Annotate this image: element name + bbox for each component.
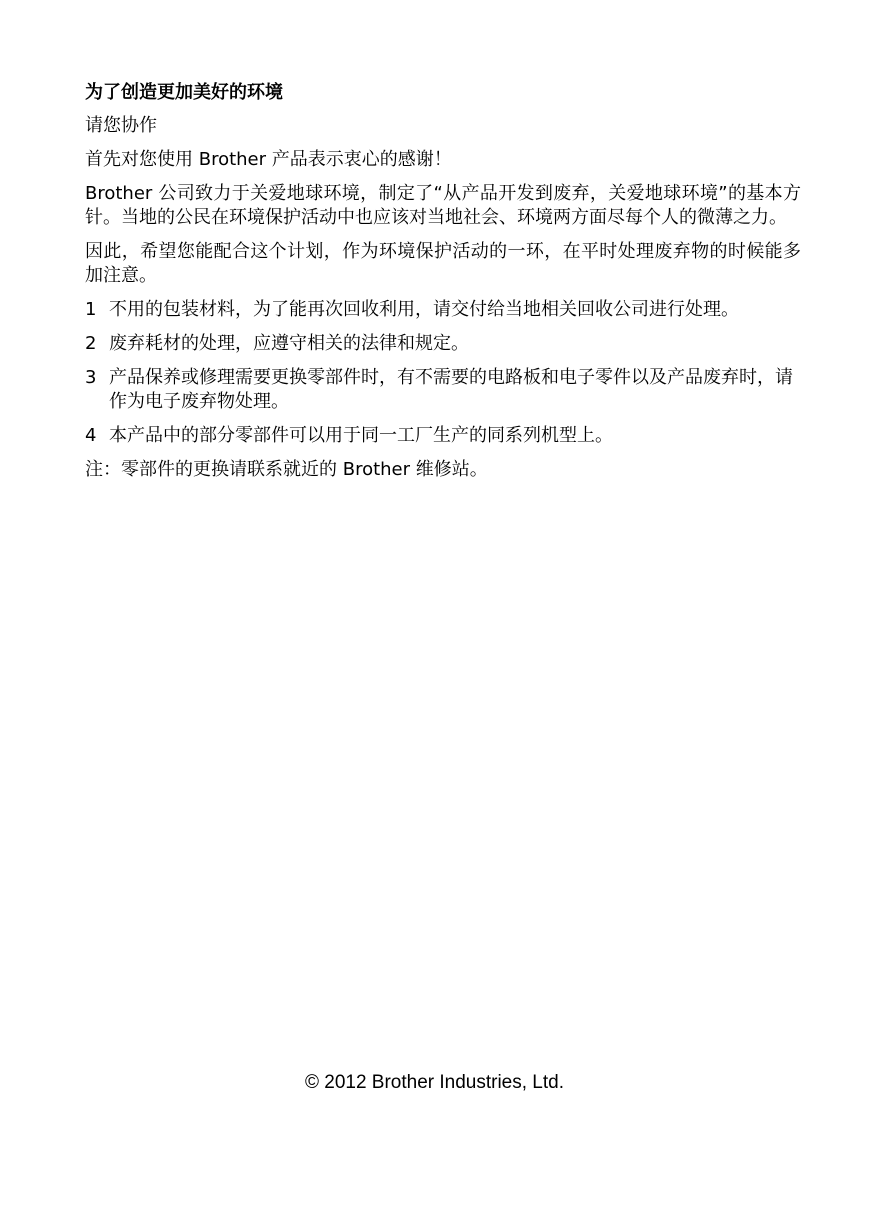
list-item-text: 本产品中的部分零部件可以用于同一工厂生产的同系列机型上。 <box>109 425 613 446</box>
page-title: 为了创造更加美好的环境 <box>85 82 283 103</box>
list-item-number: 3 <box>85 367 97 388</box>
document-body <box>85 80 801 482</box>
request-paragraph: 因此，希望您能配合这个计划，作为环境保护活动的一环，在平时处理废弃物的时候能多加注意。 <box>85 241 801 286</box>
list-item-text: 不用的包装材料，为了能再次回收利用，请交付给当地相关回收公司进行处理。 <box>109 299 739 320</box>
list-item-text: 产品保养或修理需要更换零部件时，有不需要的电路板和电子零件以及产品废弃时，请作为电子废弃物处理。 <box>109 367 793 412</box>
list-item-number: 2 <box>85 333 97 354</box>
list-item-text: 废弃耗材的处理，应遵守相关的法律和规定。 <box>109 333 469 354</box>
intro-paragraph: 首先对您使用 Brother 产品表示衷心的感谢！ <box>85 149 452 170</box>
list-item <box>85 424 801 448</box>
instruction-list <box>85 298 801 448</box>
copyright-footer: © 2012 Brother Industries, Ltd. <box>304 1072 565 1093</box>
list-item <box>85 366 801 414</box>
note: 注：零部件的更换请联系就近的 Brother 维修站。 <box>85 459 488 480</box>
policy-paragraph: Brother 公司致力于关爱地球环境，制定了“从产品开发到废弃，关爱地球环境”的基本方针。当地的公民在环境保护活动中也应该对当地社会、环境两方面尽每个人的微薄之力。 <box>85 183 801 228</box>
list-item-number: 1 <box>85 299 97 320</box>
list-item <box>85 298 801 322</box>
subtitle: 请您协作 <box>85 115 157 136</box>
list-item-number: 4 <box>85 425 97 446</box>
list-item <box>85 332 801 356</box>
